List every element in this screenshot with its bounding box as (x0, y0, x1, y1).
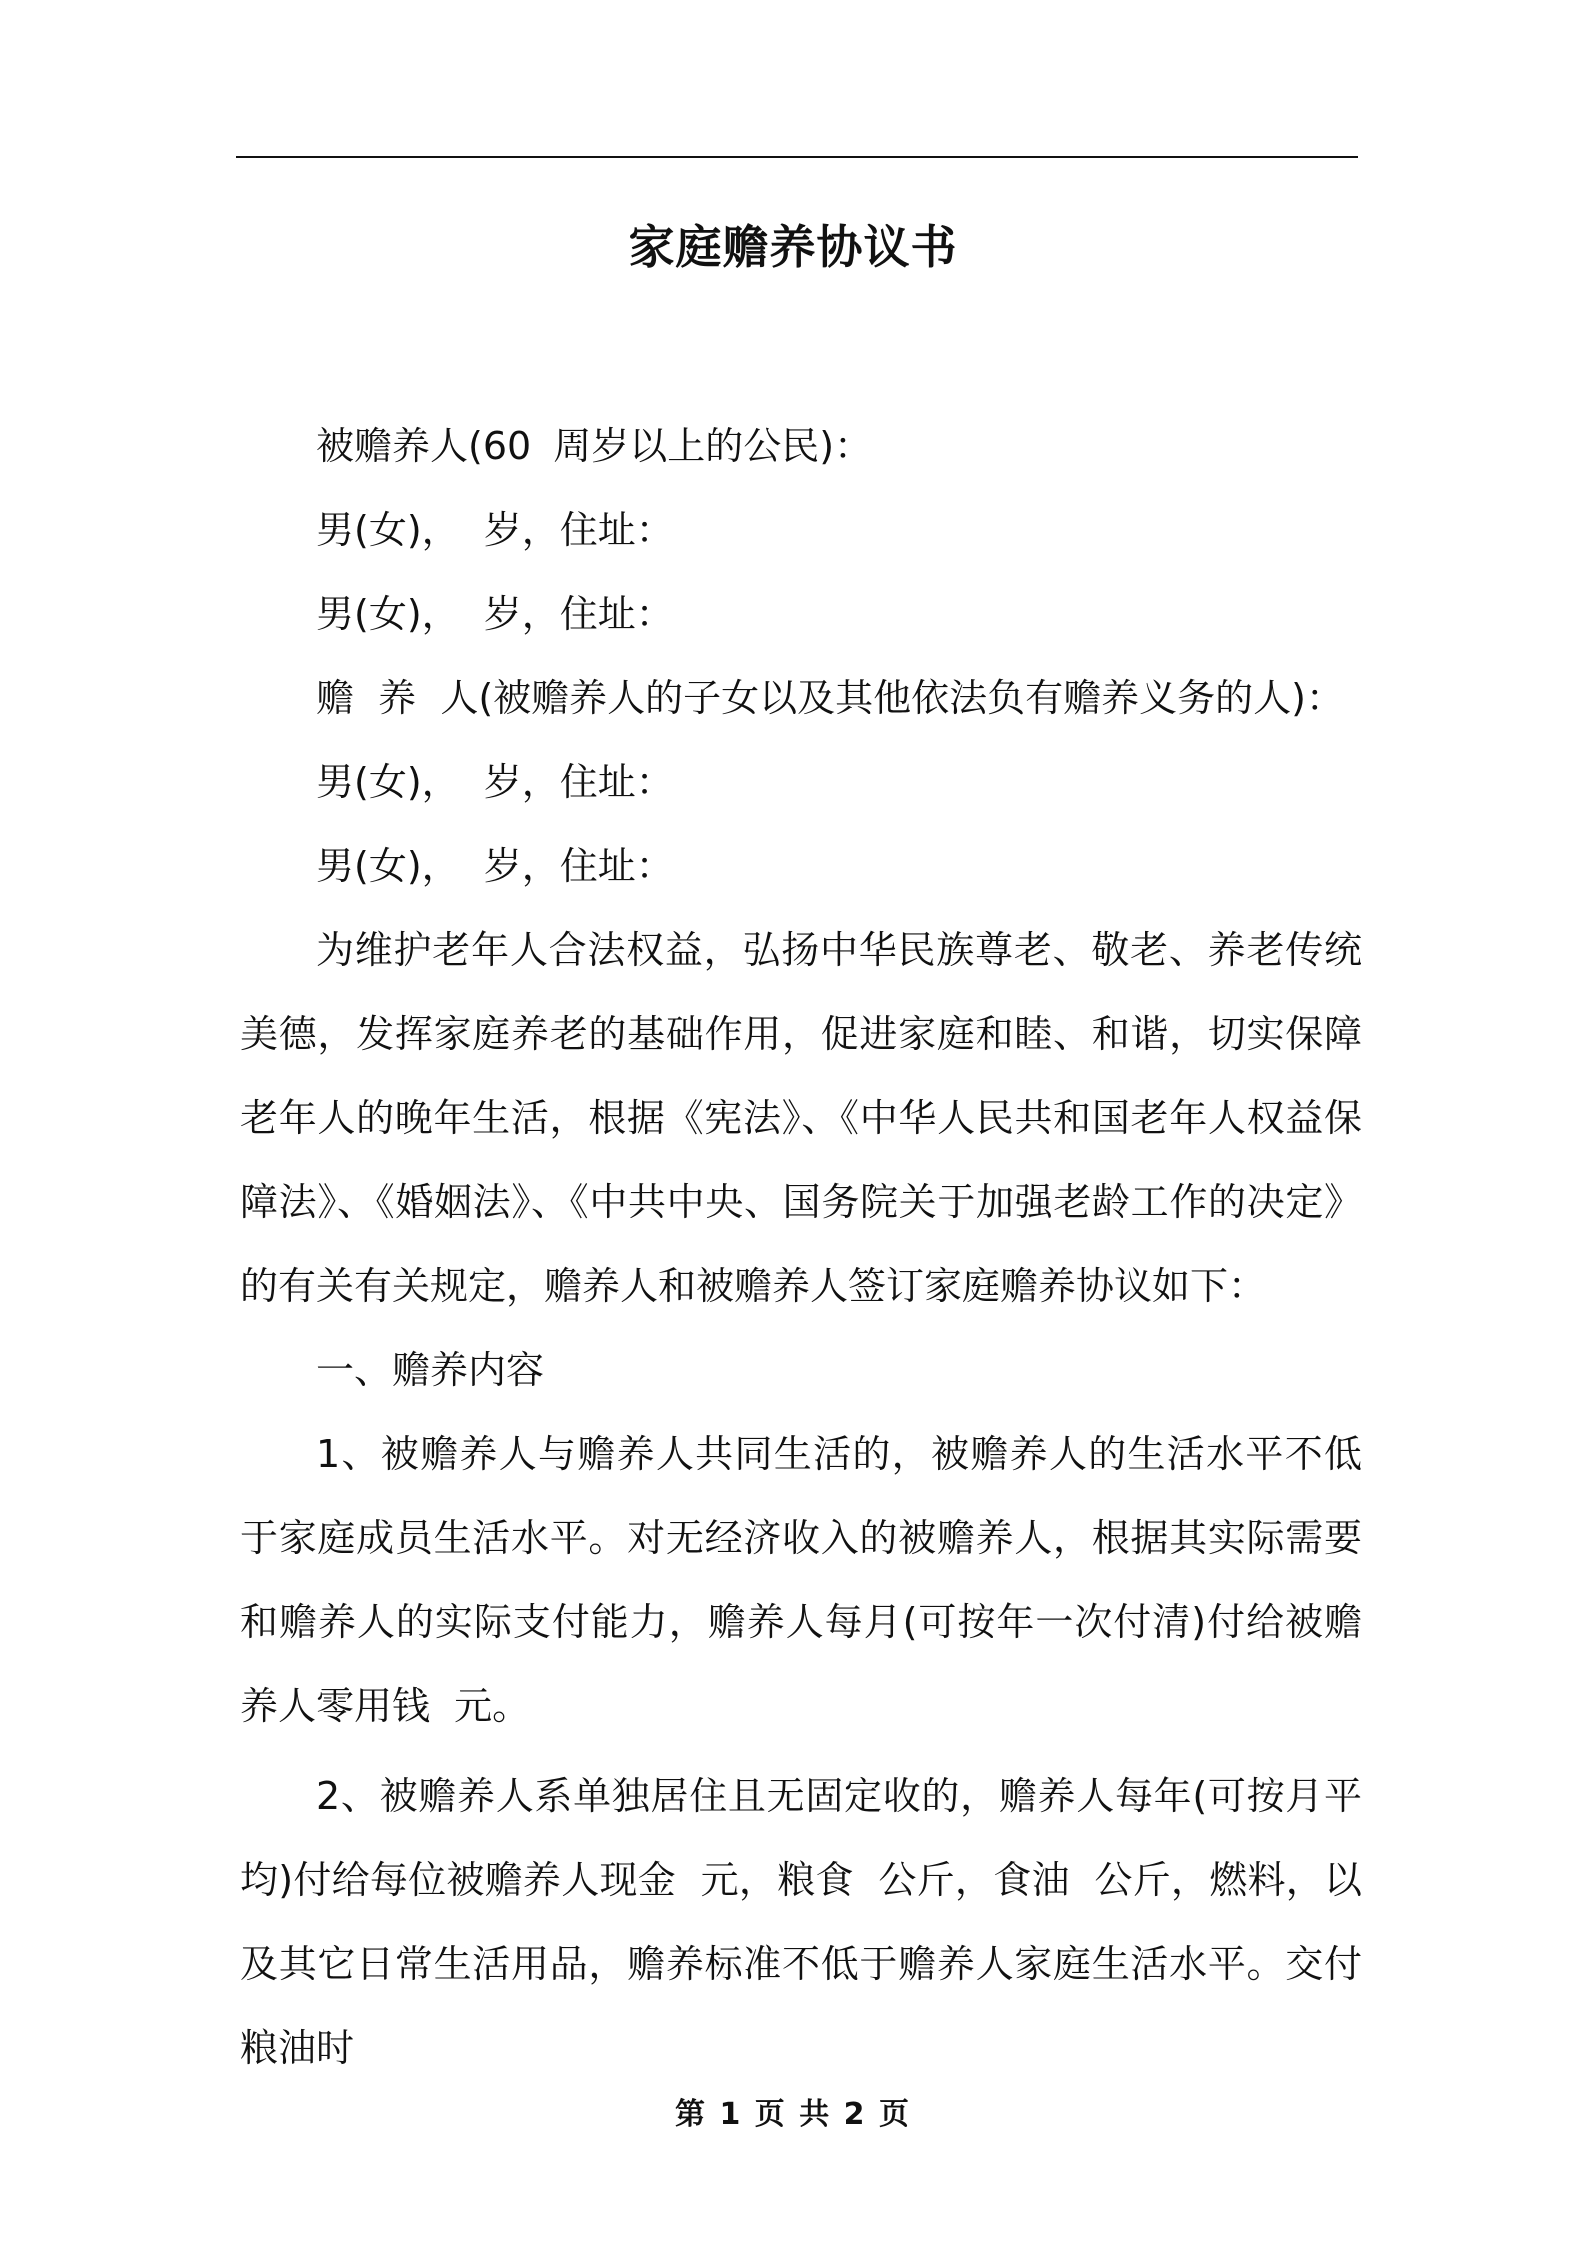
section-heading: 一、赡养内容 (316, 1348, 545, 1392)
clause-1-paragraph: 1、被赡养人与赡养人共同生活的，被赡养人的生活水平不低于家庭成员生活水平。对无经济收入的被赡养人，根据其实际需要和赡养人的实际支付能力，赡养人每月(可按年一次付清)付给被赡养人零用钱 元。 (240, 1432, 1362, 1728)
document-title: 家庭赡养协议书 (628, 220, 958, 274)
dependent-line-2: 男(女)， 岁，住址： (316, 592, 674, 636)
clause-2-paragraph: 2、被赡养人系单独居住且无固定收的，赡养人每年(可按月平均)付给每位被赡养人现金 元，粮食 公斤，食油 公斤，燃料，以及其它日常生活用品，赡养标准不低于赡养人家庭生活水平。交付粮油时 (240, 1774, 1362, 2070)
dependent-line-1: 男(女)， 岁，住址： (316, 508, 674, 552)
document-body (240, 404, 1362, 2090)
page-footer (0, 2095, 1586, 2135)
supporter-line-2: 男(女)， 岁，住址： (316, 844, 674, 888)
preamble-paragraph: 为维护老年人合法权益，弘扬中华民族尊老、敬老、养老传统美德，发挥家庭养老的基础作用，促进家庭和睦、和谐，切实保障老年人的晚年生活，根据《宪法》、《中华人民共和国老年人权益保障法》、《婚姻法》、《中共中央、国务院关于加强老龄工作的决定》的有关有关规定，赡养人和被赡养人签订家庭赡养协议如下： (240, 928, 1362, 1308)
supporter-line-1: 男(女)， 岁，住址： (316, 760, 674, 804)
dependent-label: 被赡养人(60 周岁以上的公民)： (316, 424, 873, 468)
header-rule (236, 156, 1358, 158)
page-number: 第 1 页 共 2 页 (675, 2097, 911, 2132)
supporter-label: 赡 养 人(被赡养人的子女以及其他依法负有赡养义务的人)： (316, 676, 1344, 720)
